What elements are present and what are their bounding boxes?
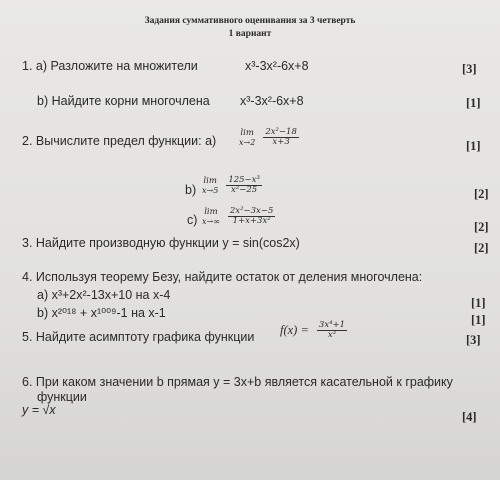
q4-text: 4. Используя теорему Безу, найдите остаток от деления многочлена: [22, 270, 423, 284]
q1b-expression: x³-3x²-6x+8 [240, 94, 304, 108]
q2b-label: b) [185, 183, 197, 197]
q4a-points: [1] [471, 296, 486, 310]
q2b-denominator: x²−25 [231, 185, 258, 196]
q3-points: [2] [474, 241, 489, 255]
q6-text-line2: функции [37, 390, 87, 404]
q2b-fraction [226, 176, 262, 195]
q2c-label: c) [187, 213, 198, 227]
q5-denominator: x³ [327, 329, 337, 340]
q2b-lim-word: lim [203, 176, 217, 186]
q2-text: 2. Вычислите предел функции: а) [22, 134, 217, 148]
q5-numerator: 3x⁴+1 [318, 320, 346, 330]
q2c-lim-word: lim [204, 207, 218, 217]
q2a-denominator: x+3 [272, 137, 290, 148]
q2b-numerator: 125−x³ [228, 175, 260, 186]
q2c-numerator: 2x²−3x−5 [229, 206, 274, 217]
q2a-lim-word: lim [240, 128, 254, 138]
q2c-lim [202, 207, 220, 227]
worksheet-title: Задания суммативного оценивания за 3 четверть [144, 16, 356, 26]
q6-function: y = √x [22, 403, 56, 417]
q1b-points: [1] [466, 96, 481, 110]
q2a-lim-sub: x→2 [239, 138, 256, 148]
q4b-points: [1] [471, 313, 486, 327]
q1a-expression: x³-3x²-6x+8 [245, 59, 309, 73]
q2a-limit [239, 128, 299, 148]
q2c-denominator: 1+x+3x² [232, 216, 271, 227]
q3-text: 3. Найдите производную функции y = sin(cos2x) [22, 236, 300, 250]
q1a-text: 1. а) Разложите на множители [22, 59, 198, 73]
q2c-lim-sub: x→∞ [202, 217, 220, 227]
q2b-lim-sub: x→5 [202, 186, 219, 196]
q5-fraction [317, 321, 347, 340]
q2a-lim [239, 128, 255, 148]
q6-text-line1: 6. При каком значении b прямая y = 3x+b является касательной к графику [22, 375, 453, 389]
q2a-numerator: 2x²−18 [265, 127, 297, 138]
q2c-points: [2] [474, 220, 489, 234]
q6-points: [4] [462, 410, 477, 424]
q4b-text: b) x²⁰¹⁸ + x¹⁰⁰⁹-1 на x-1 [37, 306, 166, 320]
variant-label: 1 вариант [228, 29, 272, 39]
q2b-limit [202, 176, 262, 196]
q1a-points: [3] [462, 62, 477, 76]
q2a-points: [1] [466, 139, 481, 153]
q2a-fraction [263, 128, 299, 147]
q1b-text: b) Найдите корни многочлена [37, 94, 210, 108]
q5-points: [3] [466, 333, 481, 347]
q4a-text: a) x³+2x²-13x+10 на x-4 [37, 288, 171, 302]
q2b-lim [202, 176, 218, 196]
q5-formula [280, 321, 347, 340]
q5-text: 5. Найдите асимптоту графика функции [22, 330, 255, 344]
q2b-points: [2] [474, 187, 489, 201]
q2c-limit [202, 207, 275, 227]
q2c-fraction [228, 207, 275, 226]
q5-func: f(x) = [280, 322, 309, 337]
